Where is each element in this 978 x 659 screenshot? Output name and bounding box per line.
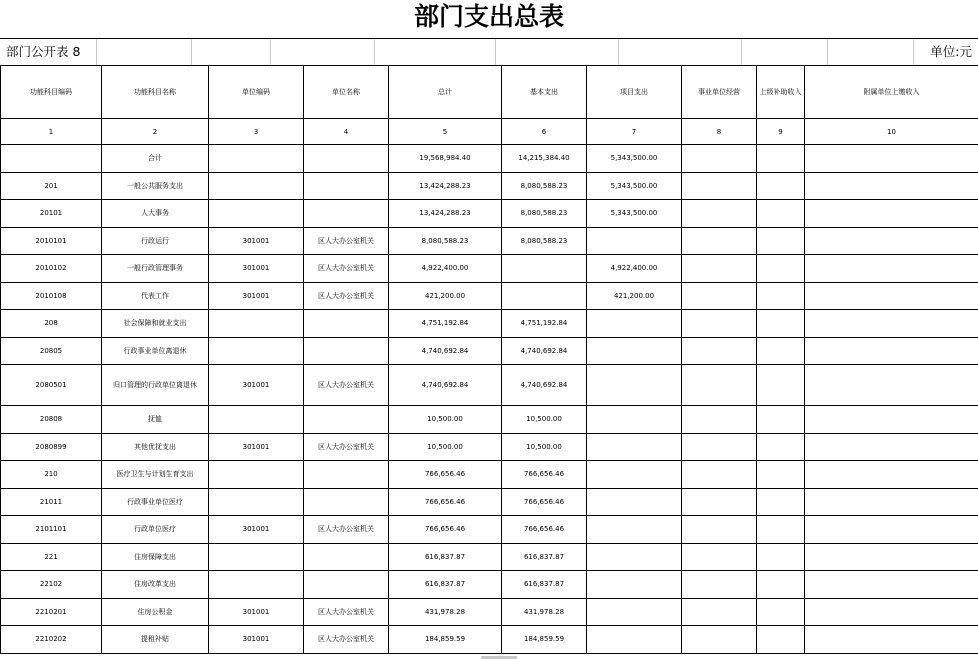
cell-code: 2080899 xyxy=(1,433,102,461)
cell-empty xyxy=(682,461,757,489)
cell-project xyxy=(587,310,682,338)
cell-empty xyxy=(805,598,978,626)
cell-unit-name xyxy=(304,461,389,489)
table-row xyxy=(1,365,978,406)
column-number: 7 xyxy=(587,119,682,145)
cell-unit-name xyxy=(304,571,389,599)
cell-name: 其他优抚支出 xyxy=(102,433,209,461)
cell-empty xyxy=(757,571,805,599)
cell-empty xyxy=(757,227,805,255)
cell-total: 4,922,400.00 xyxy=(389,255,502,283)
table-row xyxy=(1,516,978,544)
cell-unit-code xyxy=(209,200,304,228)
column-header: 功能科目编码 xyxy=(1,66,102,119)
cell-unit-code: 301001 xyxy=(209,433,304,461)
cell-basic: 8,080,588.23 xyxy=(502,200,587,228)
cell-total: 19,568,984.40 xyxy=(389,145,502,173)
cell-project: 4,922,400.00 xyxy=(587,255,682,283)
cell-unit-name: 区人大办公室机关 xyxy=(304,516,389,544)
cell-unit-name: 区人大办公室机关 xyxy=(304,365,389,406)
cell-empty xyxy=(805,282,978,310)
cell-project xyxy=(587,365,682,406)
cell-unit-code xyxy=(209,543,304,571)
cell-unit-name xyxy=(304,488,389,516)
table-row xyxy=(1,172,978,200)
cell-name: 住房改革支出 xyxy=(102,571,209,599)
column-number-row xyxy=(1,119,978,145)
cell-basic: 14,215,384.40 xyxy=(502,145,587,173)
cell-basic: 766,656.46 xyxy=(502,516,587,544)
cell-name: 行政事业单位医疗 xyxy=(102,488,209,516)
table-row xyxy=(1,310,978,338)
cell-empty xyxy=(757,461,805,489)
cell-project: 5,343,500.00 xyxy=(587,200,682,228)
cell-empty xyxy=(682,571,757,599)
cell-basic xyxy=(502,282,587,310)
column-number: 2 xyxy=(102,119,209,145)
cell-project xyxy=(587,571,682,599)
column-number: 9 xyxy=(757,119,805,145)
cell-unit-name: 区人大办公室机关 xyxy=(304,227,389,255)
cell-unit-code xyxy=(209,406,304,434)
table-row xyxy=(1,255,978,283)
cell-code: 2010108 xyxy=(1,282,102,310)
cell-unit-code xyxy=(209,337,304,365)
cell-unit-name: 区人大办公室机关 xyxy=(304,255,389,283)
cell-empty xyxy=(805,433,978,461)
cell-unit-code xyxy=(209,571,304,599)
cell-name: 归口管理的行政单位离退休 xyxy=(102,365,209,406)
cell-code: 2010101 xyxy=(1,227,102,255)
cell-project xyxy=(587,598,682,626)
cell-total: 10,500.00 xyxy=(389,406,502,434)
cell-basic: 10,500.00 xyxy=(502,433,587,461)
cell-unit-name xyxy=(304,406,389,434)
cell-unit-code xyxy=(209,145,304,173)
column-header: 单位编码 xyxy=(209,66,304,119)
cell-empty xyxy=(805,255,978,283)
column-header: 单位名称 xyxy=(304,66,389,119)
cell-empty xyxy=(805,516,978,544)
cell-unit-code xyxy=(209,310,304,338)
cell-total: 8,080,588.23 xyxy=(389,227,502,255)
cell-name: 医疗卫生与计划生育支出 xyxy=(102,461,209,489)
cell-basic: 10,500.00 xyxy=(502,406,587,434)
cell-unit-code: 301001 xyxy=(209,365,304,406)
page-title: 部门支出总表 xyxy=(413,2,564,31)
cell-empty xyxy=(682,200,757,228)
cell-empty xyxy=(682,406,757,434)
table-row xyxy=(1,145,978,173)
cell-empty xyxy=(757,200,805,228)
cell-empty xyxy=(757,406,805,434)
cell-total: 13,424,288.23 xyxy=(389,172,502,200)
cell-code: 221 xyxy=(1,543,102,571)
cell-empty xyxy=(682,488,757,516)
unit-label: 单位:元 xyxy=(930,44,972,59)
column-header: 项目支出 xyxy=(587,66,682,119)
cell-empty xyxy=(757,310,805,338)
cell-total: 4,751,192.84 xyxy=(389,310,502,338)
cell-empty xyxy=(682,227,757,255)
cell-name: 住房公积金 xyxy=(102,598,209,626)
cell-basic: 4,740,692.84 xyxy=(502,365,587,406)
cell-empty xyxy=(757,172,805,200)
cell-code: 21011 xyxy=(1,488,102,516)
cell-unit-code: 301001 xyxy=(209,598,304,626)
cell-empty xyxy=(682,516,757,544)
cell-empty xyxy=(805,227,978,255)
cell-code: 20101 xyxy=(1,200,102,228)
cell-unit-code: 301001 xyxy=(209,227,304,255)
cell-unit-name xyxy=(304,337,389,365)
cell-code: 22102 xyxy=(1,571,102,599)
cell-name: 合计 xyxy=(102,145,209,173)
cell-total: 766,656.46 xyxy=(389,461,502,489)
cell-unit-code: 301001 xyxy=(209,626,304,654)
cell-total: 421,200.00 xyxy=(389,282,502,310)
column-number: 8 xyxy=(682,119,757,145)
cell-empty xyxy=(682,145,757,173)
column-header: 基本支出 xyxy=(502,66,587,119)
divider xyxy=(913,39,914,65)
cell-empty xyxy=(682,255,757,283)
cell-unit-name xyxy=(304,172,389,200)
divider xyxy=(191,39,192,65)
cell-project xyxy=(587,433,682,461)
cell-empty xyxy=(757,365,805,406)
cell-empty xyxy=(757,516,805,544)
cell-code: 2010102 xyxy=(1,255,102,283)
cell-unit-code xyxy=(209,488,304,516)
table-row xyxy=(1,571,978,599)
cell-empty xyxy=(682,282,757,310)
table-id-label: 部门公开表 8 xyxy=(6,44,81,59)
cell-code: 20805 xyxy=(1,337,102,365)
cell-basic: 766,656.46 xyxy=(502,488,587,516)
cell-code: 2080501 xyxy=(1,365,102,406)
divider xyxy=(495,39,496,65)
cell-name: 一般行政管理事务 xyxy=(102,255,209,283)
cell-unit-code: 301001 xyxy=(209,516,304,544)
cell-project xyxy=(587,461,682,489)
cell-name: 人大事务 xyxy=(102,200,209,228)
cell-code: 210 xyxy=(1,461,102,489)
cell-empty xyxy=(805,365,978,406)
cell-project xyxy=(587,543,682,571)
cell-empty xyxy=(682,543,757,571)
cell-basic: 431,978.28 xyxy=(502,598,587,626)
divider xyxy=(827,39,828,65)
cell-basic: 4,751,192.84 xyxy=(502,310,587,338)
cell-empty xyxy=(682,337,757,365)
cell-empty xyxy=(757,145,805,173)
cell-empty xyxy=(805,543,978,571)
cell-empty xyxy=(757,543,805,571)
table-row xyxy=(1,282,978,310)
cell-name: 提租补贴 xyxy=(102,626,209,654)
cell-name: 行政运行 xyxy=(102,227,209,255)
cell-unit-code xyxy=(209,172,304,200)
cell-total: 766,656.46 xyxy=(389,488,502,516)
cell-empty xyxy=(805,488,978,516)
cell-project xyxy=(587,488,682,516)
column-header: 总计 xyxy=(389,66,502,119)
column-number: 3 xyxy=(209,119,304,145)
cell-total: 10,500.00 xyxy=(389,433,502,461)
cell-basic: 616,837.87 xyxy=(502,571,587,599)
cell-empty xyxy=(682,310,757,338)
cell-code xyxy=(1,145,102,173)
cell-empty xyxy=(805,145,978,173)
cell-project xyxy=(587,337,682,365)
column-number: 1 xyxy=(1,119,102,145)
cell-basic: 8,080,588.23 xyxy=(502,172,587,200)
column-header-row xyxy=(1,66,978,119)
cell-name: 住房保障支出 xyxy=(102,543,209,571)
table-row xyxy=(1,337,978,365)
cell-empty xyxy=(805,461,978,489)
cell-total: 766,656.46 xyxy=(389,516,502,544)
cell-empty xyxy=(682,433,757,461)
table-row xyxy=(1,598,978,626)
cell-unit-name xyxy=(304,543,389,571)
divider xyxy=(741,39,742,65)
cell-basic: 766,656.46 xyxy=(502,461,587,489)
cell-code: 2101101 xyxy=(1,516,102,544)
cell-empty xyxy=(757,433,805,461)
table-row xyxy=(1,200,978,228)
cell-empty xyxy=(682,365,757,406)
cell-empty xyxy=(757,255,805,283)
cell-empty xyxy=(757,337,805,365)
cell-name: 行政事业单位离退休 xyxy=(102,337,209,365)
cell-empty xyxy=(682,626,757,654)
cell-unit-name xyxy=(304,145,389,173)
cell-name: 代表工作 xyxy=(102,282,209,310)
divider xyxy=(96,39,97,65)
cell-code: 2210202 xyxy=(1,626,102,654)
cell-empty xyxy=(805,626,978,654)
cell-empty xyxy=(805,571,978,599)
cell-unit-name: 区人大办公室机关 xyxy=(304,598,389,626)
cell-unit-name: 区人大办公室机关 xyxy=(304,626,389,654)
table-row xyxy=(1,543,978,571)
cell-project: 5,343,500.00 xyxy=(587,145,682,173)
cell-basic xyxy=(502,255,587,283)
cell-project xyxy=(587,227,682,255)
cell-empty xyxy=(757,282,805,310)
cell-name: 行政单位医疗 xyxy=(102,516,209,544)
cell-total: 13,424,288.23 xyxy=(389,200,502,228)
cell-empty xyxy=(805,310,978,338)
cell-total: 616,837.87 xyxy=(389,571,502,599)
column-number: 6 xyxy=(502,119,587,145)
cell-project: 5,343,500.00 xyxy=(587,172,682,200)
cell-basic: 184,859.59 xyxy=(502,626,587,654)
cell-unit-code xyxy=(209,461,304,489)
cell-code: 20808 xyxy=(1,406,102,434)
divider xyxy=(618,39,619,65)
cell-total: 431,978.28 xyxy=(389,598,502,626)
cell-name: 社会保障和就业支出 xyxy=(102,310,209,338)
cell-code: 2210201 xyxy=(1,598,102,626)
cell-empty xyxy=(805,172,978,200)
cell-project xyxy=(587,406,682,434)
cell-basic: 8,080,588.23 xyxy=(502,227,587,255)
cell-total: 616,837.87 xyxy=(389,543,502,571)
cell-unit-code: 301001 xyxy=(209,282,304,310)
cell-project: 421,200.00 xyxy=(587,282,682,310)
expenditure-table xyxy=(0,65,978,654)
cell-name: 一般公共服务支出 xyxy=(102,172,209,200)
table-row xyxy=(1,433,978,461)
cell-unit-name: 区人大办公室机关 xyxy=(304,282,389,310)
cell-empty xyxy=(757,626,805,654)
divider xyxy=(270,39,271,65)
cell-basic: 616,837.87 xyxy=(502,543,587,571)
cell-total: 4,740,692.84 xyxy=(389,365,502,406)
column-header: 附属单位上缴收入 xyxy=(805,66,978,119)
cell-code: 201 xyxy=(1,172,102,200)
column-header: 上级补助收入 xyxy=(757,66,805,119)
table-caption-row xyxy=(0,38,978,66)
cell-empty xyxy=(805,406,978,434)
cell-empty xyxy=(757,488,805,516)
cell-name: 抚恤 xyxy=(102,406,209,434)
cell-project xyxy=(587,626,682,654)
cell-empty xyxy=(682,172,757,200)
table-row xyxy=(1,626,978,654)
cell-empty xyxy=(757,598,805,626)
cell-total: 4,740,692.84 xyxy=(389,337,502,365)
column-number: 10 xyxy=(805,119,978,145)
cell-empty xyxy=(805,337,978,365)
table-row xyxy=(1,406,978,434)
table-row xyxy=(1,227,978,255)
cell-unit-name xyxy=(304,200,389,228)
cell-unit-name: 区人大办公室机关 xyxy=(304,433,389,461)
cell-project xyxy=(587,516,682,544)
column-number: 5 xyxy=(389,119,502,145)
column-header: 功能科目名称 xyxy=(102,66,209,119)
cell-unit-name xyxy=(304,310,389,338)
cell-unit-code: 301001 xyxy=(209,255,304,283)
cell-code: 208 xyxy=(1,310,102,338)
cell-empty xyxy=(682,598,757,626)
cell-empty xyxy=(805,200,978,228)
table-row xyxy=(1,488,978,516)
column-number: 4 xyxy=(304,119,389,145)
table-row xyxy=(1,461,978,489)
cell-basic: 4,740,692.84 xyxy=(502,337,587,365)
column-header: 事业单位经营 xyxy=(682,66,757,119)
divider xyxy=(374,39,375,65)
cell-total: 184,859.59 xyxy=(389,626,502,654)
